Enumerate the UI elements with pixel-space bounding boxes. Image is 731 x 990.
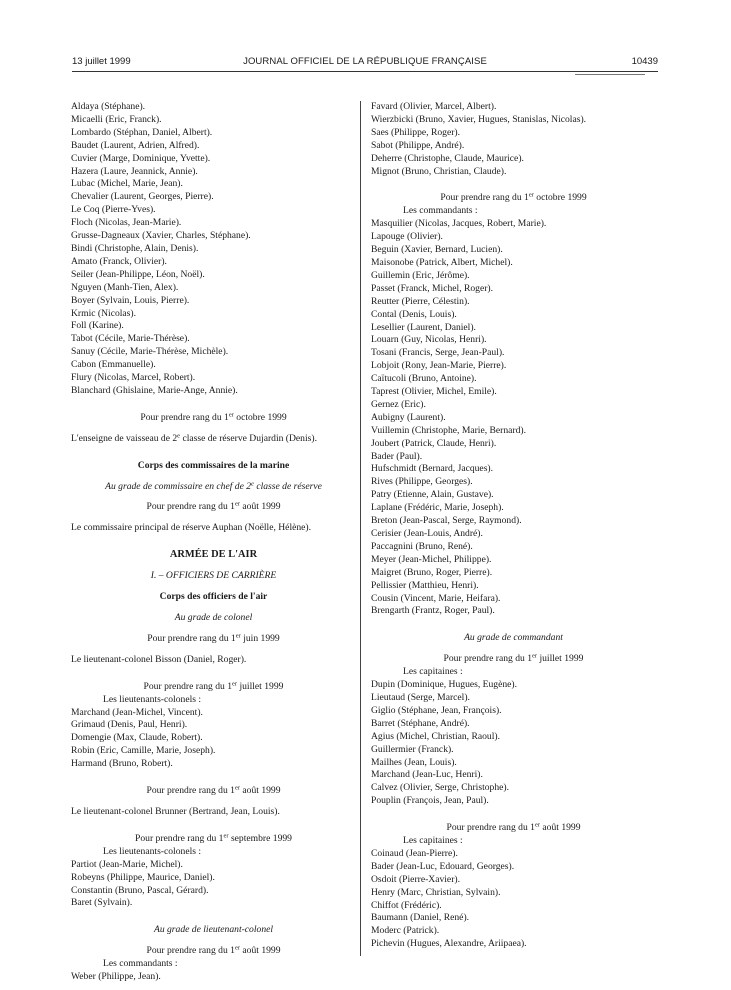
right-column [371, 101, 656, 951]
list-item: Pouplin (François, Jean, Paul). [371, 795, 489, 807]
list-item: Lombardo (Stéphan, Daniel, Albert). [71, 126, 213, 138]
group-label: Les commandants : [103, 958, 178, 970]
list-item: Passet (Franck, Michel, Roger). [371, 282, 494, 294]
list-item: Foll (Karine). [71, 320, 124, 332]
grade-heading: Au grade de colonel [174, 612, 253, 623]
name-list [71, 101, 356, 398]
list-item: Lapouge (Olivier). [371, 231, 443, 243]
name-list [371, 848, 656, 951]
list-item: Henry (Marc, Christian, Sylvain). [371, 886, 501, 898]
list-item: Lieutaud (Serge, Marcel). [371, 691, 470, 703]
list-item: Moderc (Patrick). [371, 925, 440, 937]
subsection-title: I. – OFFICIERS DE CARRIÈRE [150, 570, 277, 582]
list-item: Cousin (Vincent, Marie, Heifara). [371, 592, 501, 604]
list-item: Chevalier (Laurent, Georges, Pierre). [71, 191, 214, 203]
list-item: Aldaya (Stéphane). [71, 101, 146, 112]
header-rule-mark [575, 74, 645, 75]
group-label: Les commandants : [403, 205, 478, 217]
list-item: Agius (Michel, Christian, Raoul). [371, 730, 500, 742]
list-item: Bader (Jean-Luc, Edouard, Georges). [371, 860, 515, 872]
list-item: Laplane (Frédéric, Marie, Joseph). [371, 502, 504, 514]
list-item: Marchand (Jean-Michel, Vincent). [71, 706, 203, 718]
list-item: Floch (Nicolas, Jean-Marie). [71, 217, 182, 229]
list-item: Boyer (Sylvain, Louis, Pierre). [71, 294, 190, 306]
list-item: Micaelli (Eric, Franck). [71, 113, 162, 125]
list-item: Aubigny (Laurent). [371, 411, 446, 423]
list-item: Wierzbicki (Bruno, Xavier, Hugues, Stanislas, Nicolas). [371, 113, 587, 125]
header-date: 13 juillet 1999 [72, 56, 131, 67]
rank-date: Pour prendre rang du 1er juillet 1999 [443, 652, 584, 665]
list-item: Dupin (Dominique, Hugues, Eugène). [371, 679, 518, 691]
rank-date: Pour prendre rang du 1er juin 1999 [147, 632, 280, 644]
list-item: Robeyns (Philippe, Maurice, Daniel). [71, 871, 215, 883]
list-item: Partiot (Jean-Marie, Michel). [71, 858, 183, 870]
list-item: Domengie (Max, Claude, Robert). [71, 732, 203, 744]
list-item: Calvez (Olivier, Serge, Christophe). [371, 782, 509, 794]
list-item: Osdoit (Pierre-Xavier). [371, 873, 460, 885]
list-item: Le Coq (Pierre-Yves). [71, 204, 156, 216]
list-item: Flury (Nicolas, Marcel, Robert). [71, 372, 196, 384]
page-number: 10439 [631, 56, 658, 67]
list-item: Contal (Denis, Louis). [371, 308, 457, 320]
list-item: Patry (Etienne, Alain, Gustave). [371, 489, 494, 501]
column-divider [360, 101, 361, 956]
list-item: Tosani (Francis, Serge, Jean-Paul). [371, 347, 505, 359]
list-item: Caïtucoli (Bruno, Antoine). [371, 373, 477, 385]
section-title: ARMÉE DE L'AIR [169, 549, 258, 561]
rank-date: Pour prendre rang du 1er juillet 1999 [143, 680, 284, 692]
list-item: Pellissier (Matthieu, Henri). [371, 579, 479, 591]
list-item: Lesellier (Laurent, Daniel). [371, 321, 476, 333]
list-item: Taprest (Olivier, Michel, Emile). [371, 386, 497, 398]
list-item: Mailhes (Jean, Louis). [371, 756, 457, 768]
name-list [371, 679, 656, 808]
list-item: Sabot (Philippe, André). [371, 139, 465, 151]
appointment-text: L'enseigne de vaisseau de 2e classe de réserve Dujardin (Denis). [71, 432, 317, 444]
list-item: Hufschmidt (Bernard, Jacques). [371, 463, 494, 475]
list-item: Bindi (Christophe, Alain, Denis). [71, 242, 199, 254]
list-item: Breton (Jean-Pascal, Serge, Raymond). [371, 515, 522, 527]
grade-heading: Au grade de commandant [464, 632, 563, 644]
list-item: Maigret (Bruno, Roger, Pierre). [371, 566, 493, 578]
rank-date: Pour prendre rang du 1er octobre 1999 [440, 191, 587, 204]
name-list [371, 101, 656, 178]
list-item: Joubert (Patrick, Claude, Henri). [371, 437, 497, 449]
group-label: Les lieutenants-colonels : [103, 693, 202, 705]
rank-date: Pour prendre rang du 1er octobre 1999 [140, 411, 287, 423]
header-rule [72, 71, 658, 72]
appointment-text: Le lieutenant-colonel Bisson (Daniel, Roger). [71, 653, 247, 665]
group-label: Les capitaines : [403, 666, 463, 678]
list-item: Nguyen (Manh-Tien, Alex). [71, 281, 179, 293]
list-item: Hazera (Laure, Jeannick, Annie). [71, 165, 198, 177]
list-item: Meyer (Jean-Michel, Philippe). [371, 553, 492, 565]
list-item: Guillemin (Eric, Jérôme). [371, 269, 470, 281]
list-item: Saes (Philippe, Roger). [371, 126, 460, 138]
rank-date: Pour prendre rang du 1er août 1999 [446, 821, 581, 834]
list-item: Deherre (Christophe, Claude, Maurice). [371, 152, 524, 164]
list-item: Constantin (Bruno, Pascal, Gérard). [71, 884, 209, 896]
list-item: Gernez (Eric). [371, 398, 426, 410]
name-list [371, 218, 656, 618]
list-item: Rives (Philippe, Georges). [371, 476, 473, 488]
list-item: Barret (Stéphane, André). [371, 717, 470, 729]
appointment-text: Le commissaire principal de réserve Auphan (Noëlle, Hélène). [71, 522, 312, 534]
list-item: Harmand (Bruno, Robert). [71, 758, 173, 770]
list-item: Giglio (Stéphane, Jean, François). [371, 704, 502, 716]
name-list [71, 707, 356, 772]
rank-date: Pour prendre rang du 1er août 1999 [146, 784, 281, 797]
list-item: Lubac (Michel, Marie, Jean). [71, 178, 183, 190]
group-label: Les lieutenants-colonels : [103, 845, 202, 857]
list-item: Reutter (Pierre, Célestin). [371, 295, 470, 307]
name-list [71, 859, 356, 911]
corps-heading: Corps des officiers de l'air [159, 591, 268, 603]
list-item: Baret (Sylvain). [71, 897, 133, 909]
list-item: Amato (Franck, Olivier). [71, 255, 167, 267]
group-label: Les capitaines : [403, 835, 463, 847]
list-item: Krmic (Nicolas). [71, 307, 137, 319]
journal-title: JOURNAL OFFICIEL DE LA RÉPUBLIQUE FRANÇAISE [243, 56, 487, 67]
list-item: Vuillemin (Christophe, Marie, Bernard). [371, 424, 527, 436]
list-item: Favard (Olivier, Marcel, Albert). [371, 101, 497, 112]
appointment-text: Le lieutenant-colonel Brunner (Bertrand, Jean, Louis). [71, 805, 280, 817]
list-item: Guillermier (Franck). [371, 743, 454, 755]
list-item: Grimaud (Denis, Paul, Henri). [71, 719, 188, 731]
list-item: Marchand (Jean-Luc, Henri). [371, 769, 483, 781]
list-item: Beguin (Xavier, Bernard, Lucien). [371, 244, 503, 256]
list-item: Robin (Eric, Camille, Marie, Joseph). [71, 745, 216, 757]
rank-date: Pour prendre rang du 1er août 1999 [146, 944, 281, 957]
grade-heading: Au grade de commissaire en chef de 2e classe de réserve [105, 480, 322, 492]
list-item: Cerisier (Jean-Louis, André). [371, 528, 483, 539]
list-item: Paccagnini (Bruno, René). [371, 540, 473, 552]
list-item: Louarn (Guy, Nicolas, Henri). [371, 334, 487, 346]
list-item: Sanuy (Cécile, Marie-Thérèse, Michèle). [71, 346, 229, 358]
list-item: Masquilier (Nicolas, Jacques, Robert, Marie). [371, 218, 547, 230]
list-item: Brengarth (Frantz, Roger, Paul). [371, 605, 495, 617]
list-item: Cabon (Emmanuelle). [71, 359, 156, 371]
list-item: Baumann (Daniel, René). [371, 912, 470, 924]
rank-date: Pour prendre rang du 1er septembre 1999 [135, 832, 292, 844]
rank-date: Pour prendre rang du 1er août 1999 [146, 500, 281, 513]
left-column [71, 101, 356, 984]
list-item: Baudet (Laurent, Adrien, Alfred). [71, 139, 200, 151]
list-item: Pichevin (Hugues, Alexandre, Ariipaea). [371, 938, 527, 950]
page-header [72, 55, 658, 69]
list-item: Maisonobe (Patrick, Albert, Michel). [371, 256, 513, 268]
list-item: Grusse-Dagneaux (Xavier, Charles, Stéphane). [71, 230, 251, 242]
list-item: Bader (Paul). [371, 450, 423, 462]
list-item: Seiler (Jean-Philippe, Léon, Noël). [71, 268, 205, 280]
corps-heading: Corps des commissaires de la marine [137, 459, 290, 471]
grade-heading: Au grade de lieutenant-colonel [153, 924, 274, 936]
list-item: Mignot (Bruno, Christian, Claude). [371, 165, 507, 177]
list-item: Chiffot (Frédéric). [371, 899, 442, 911]
list-item: Tabot (Cécile, Marie-Thérèse). [71, 333, 190, 345]
list-item: Blanchard (Ghislaine, Marie-Ange, Annie). [71, 384, 238, 396]
list-item: Weber (Philippe, Jean). [71, 971, 161, 983]
list-item: Cuvier (Marge, Dominique, Yvette). [71, 152, 211, 164]
list-item: Coinaud (Jean-Pierre). [371, 847, 458, 859]
list-item: Lobjoit (Rony, Jean-Marie, Pierre). [371, 360, 507, 372]
